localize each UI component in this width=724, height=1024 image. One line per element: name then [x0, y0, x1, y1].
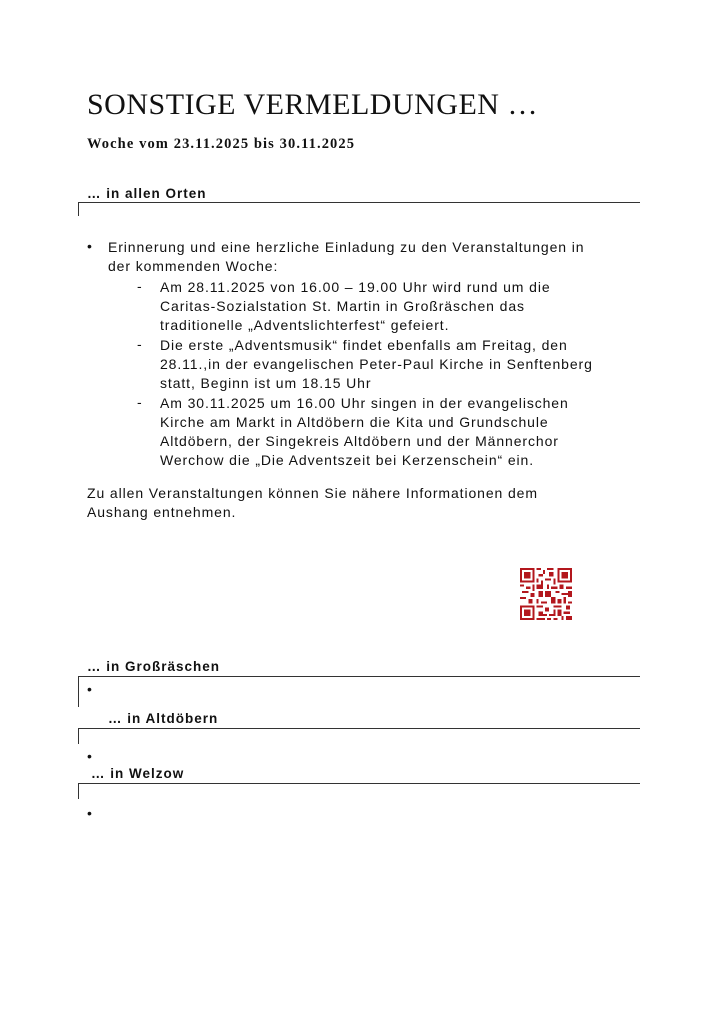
- event-1-line-3: traditionelle „Adventslichterfest“ gefeiert.: [160, 317, 450, 333]
- closing-line-2: Aushang entnehmen.: [87, 504, 237, 520]
- event-1-line-1: Am 28.11.2025 von 16.00 – 19.00 Uhr wird rund um die: [160, 279, 551, 295]
- section-divider: [78, 783, 640, 784]
- intro-line-2: der kommenden Woche:: [108, 258, 279, 274]
- section-divider-tick: [78, 783, 79, 799]
- page-title: SONSTIGE VERMELDUNGEN …: [87, 88, 538, 121]
- section-heading-all-places: … in allen Orten: [87, 186, 207, 201]
- event-1-line-2: Caritas-Sozialstation St. Martin in Großräschen das: [160, 298, 525, 314]
- dash-icon: -: [137, 336, 142, 352]
- event-3-line-3: Altdöbern, der Singekreis Altdöbern und der Männerchor: [160, 433, 559, 449]
- event-2-line-1: Die erste „Adventsmusik“ findet ebenfalls am Freitag, den: [160, 337, 568, 353]
- event-2-line-3: statt, Beginn ist um 18.15 Uhr: [160, 375, 372, 391]
- dash-icon: -: [137, 278, 142, 294]
- section-divider: [78, 202, 640, 203]
- dash-icon: -: [137, 394, 142, 410]
- bullet-icon: •: [87, 805, 92, 821]
- bullet-icon: •: [87, 681, 92, 697]
- bullet-icon: •: [87, 238, 92, 254]
- closing-line-1: Zu allen Veranstaltungen können Sie nähere Informationen dem: [87, 485, 538, 501]
- section-divider: [78, 728, 640, 729]
- section-heading-welzow: … in Welzow: [91, 766, 185, 781]
- week-subtitle: Woche vom 23.11.2025 bis 30.11.2025: [87, 136, 356, 152]
- section-heading-grossraeschen: … in Großräschen: [87, 659, 221, 674]
- event-3-line-1: Am 30.11.2025 um 16.00 Uhr singen in der evangelischen: [160, 395, 569, 411]
- event-2-line-2: 28.11.,in der evangelischen Peter-Paul Kirche in Senftenberg: [160, 356, 593, 372]
- qr-code-icon[interactable]: [520, 568, 572, 620]
- section-divider: [78, 676, 640, 677]
- section-divider-tick: [78, 728, 79, 744]
- section-heading-altdoebern: … in Altdöbern: [108, 711, 219, 726]
- event-3-line-4: Werchow die „Die Adventszeit bei Kerzenschein“ ein.: [160, 452, 535, 468]
- intro-line-1: Erinnerung und eine herzliche Einladung zu den Veranstaltungen in: [108, 239, 585, 255]
- section-divider-tick: [78, 202, 79, 216]
- bullet-icon: •: [87, 748, 92, 764]
- event-3-line-2: Kirche am Markt in Altdöbern die Kita und Grundschule: [160, 414, 549, 430]
- section-divider-tick: [78, 676, 79, 707]
